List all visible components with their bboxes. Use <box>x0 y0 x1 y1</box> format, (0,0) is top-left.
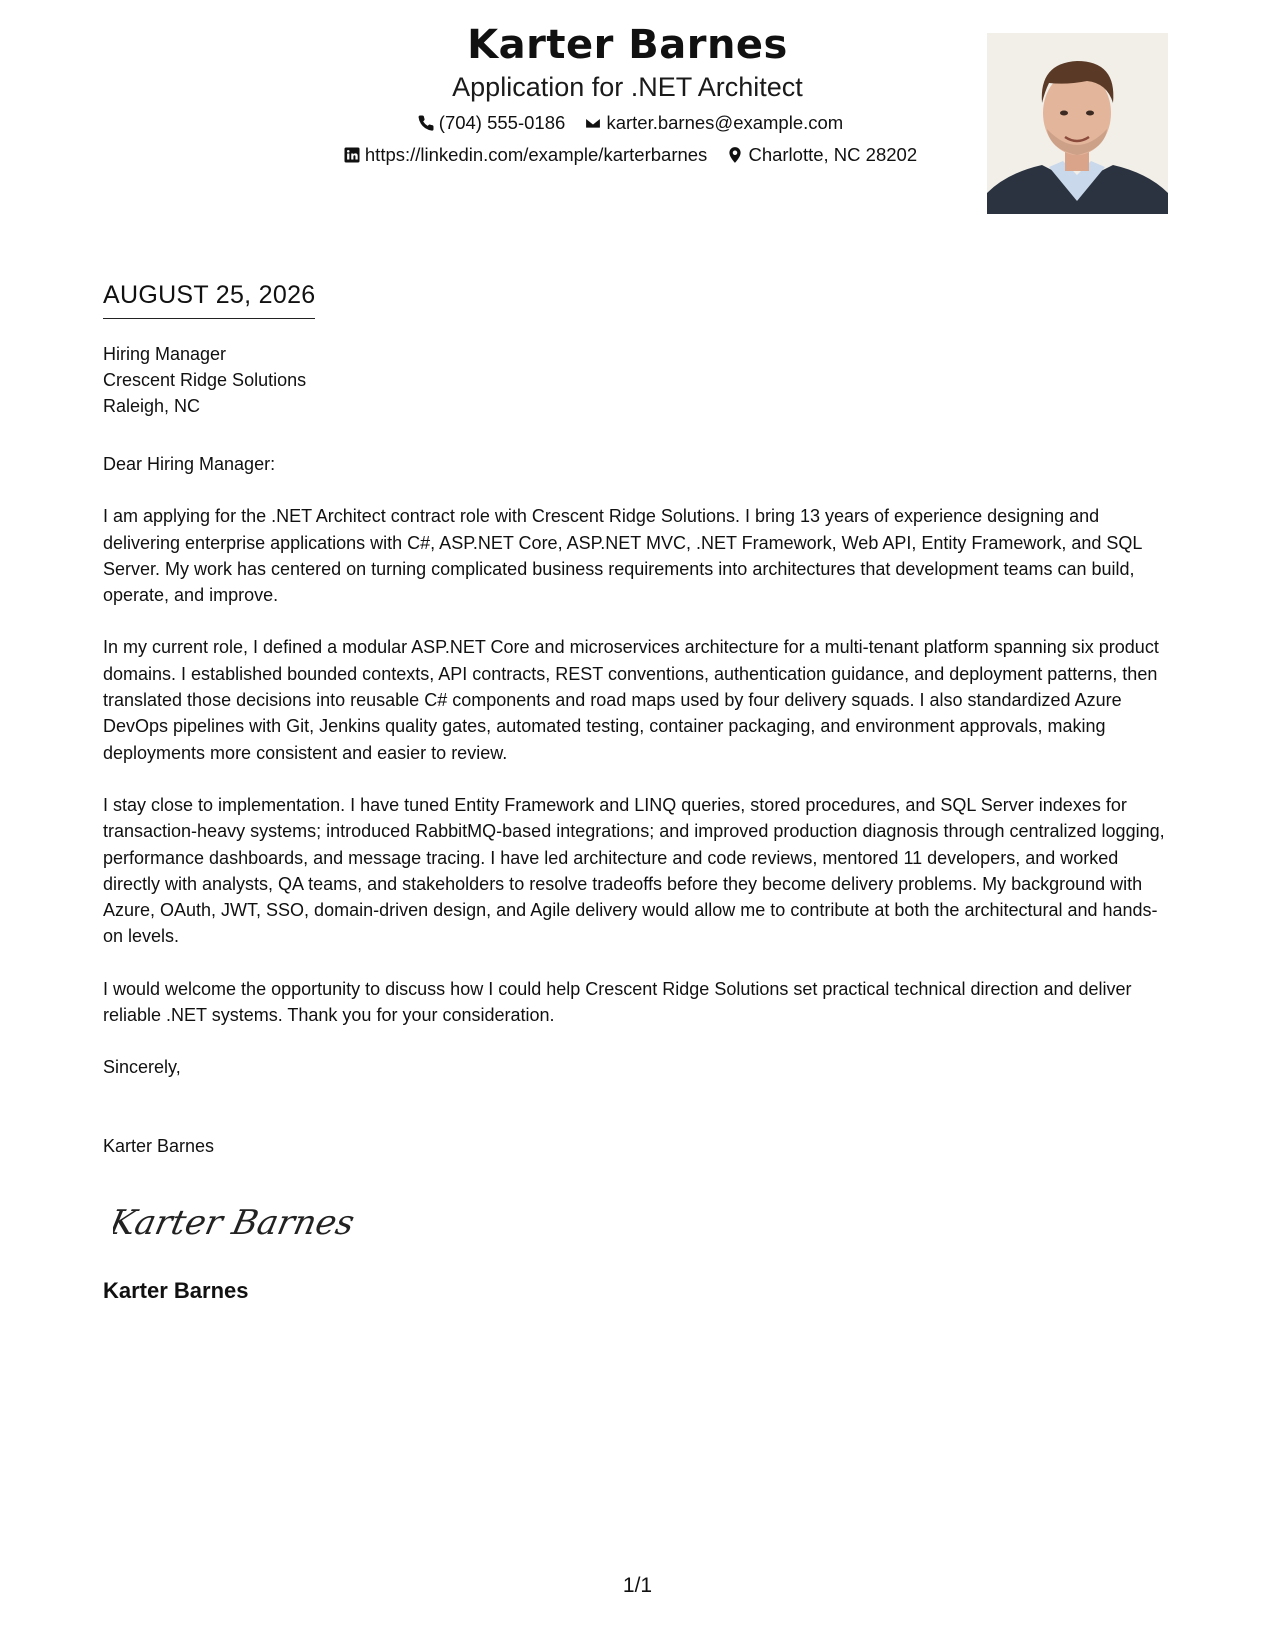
salutation: Dear Hiring Manager: <box>103 454 276 474</box>
svg-text:Karter Barnes: Karter Barnes <box>113 1203 358 1243</box>
body-paragraph-3: I stay close to implementation. I have tuned Entity Framework and LINQ queries, stored procedures, and SQL Server indexes for transaction-heavy systems; introduced RabbitMQ-based integrations; and improved production diagnosis through centralized logging, performance dashboards, and message tracing. I have led architecture and code reviews, mentored 11 developers, and worked directly with analysts, QA teams, and stakeholders to resolve tradeoffs before they become delivery problems. My background with Azure, OAuth, JWT, SSO, domain-driven design, and Agile delivery would allow me to contribute at both the architectural and hands-on levels. <box>103 794 1165 947</box>
recipient-title: Hiring Manager <box>103 344 227 364</box>
signer-name-bold: Karter Barnes <box>103 1278 249 1303</box>
email-text: karter.barnes@example.com <box>606 112 844 133</box>
application-subtitle: Application for .NET Architect <box>452 72 803 102</box>
closing: Sincerely, <box>103 1057 181 1078</box>
recipient-city: Raleigh, NC <box>103 396 201 416</box>
recipient-block <box>103 341 306 419</box>
contact-email[interactable] <box>584 112 843 134</box>
letter-header <box>0 0 1275 230</box>
letter-date: AUGUST 25, 2026 <box>103 281 315 319</box>
linkedin-text: https://linkedin.com/example/karterbarnes <box>364 144 708 165</box>
contact-location <box>726 144 917 166</box>
phone-text: (704) 555-0186 <box>438 112 566 133</box>
page-number: 1/1 <box>622 1574 653 1597</box>
body-paragraph-4: I would welcome the opportunity to discuss how I could help Crescent Ridge Solutions set practical technical direction and deliver reliable .NET systems. Thank you for your consideration. <box>103 978 1132 1026</box>
signer-name: Karter Barnes <box>103 1135 215 1156</box>
linkedin-icon <box>343 146 361 164</box>
location-text: Charlotte, NC 28202 <box>748 144 918 165</box>
letter-body <box>103 451 1173 1185</box>
handwritten-signature <box>113 1190 363 1250</box>
body-paragraph-1: I am applying for the .NET Architect contract role with Crescent Ridge Solutions. I bring 13 years of experience designing and delivering enterprise applications with C#, ASP.NET Core, ASP.NET MVC, .NET Framework, Web API, Entity Framework, and SQL Server. My work has centered on turning complicated business requirements into architectures that development teams can build, operate, and improve. <box>103 506 1142 606</box>
envelope-icon <box>584 114 602 132</box>
contact-linkedin[interactable] <box>343 144 707 166</box>
phone-icon <box>417 114 435 132</box>
recipient-company: Crescent Ridge Solutions <box>103 370 307 390</box>
body-paragraph-2: In my current role, I defined a modular ASP.NET Core and microservices architecture for a multi-tenant platform spanning six product domains. I established bounded contexts, API contracts, REST conventions, authentication guidance, and deployment patterns, then translated those decisions into reusable C# components and road maps used by four delivery squads. I also standardized Azure DevOps pipelines with Git, Jenkins quality gates, automated testing, container packaging, and environment approvals, making deployments more consistent and easier to review. <box>103 637 1159 763</box>
contact-phone[interactable] <box>417 112 566 134</box>
applicant-name: Karter Barnes <box>467 22 788 68</box>
map-pin-icon <box>726 146 744 164</box>
profile-photo <box>987 33 1168 214</box>
